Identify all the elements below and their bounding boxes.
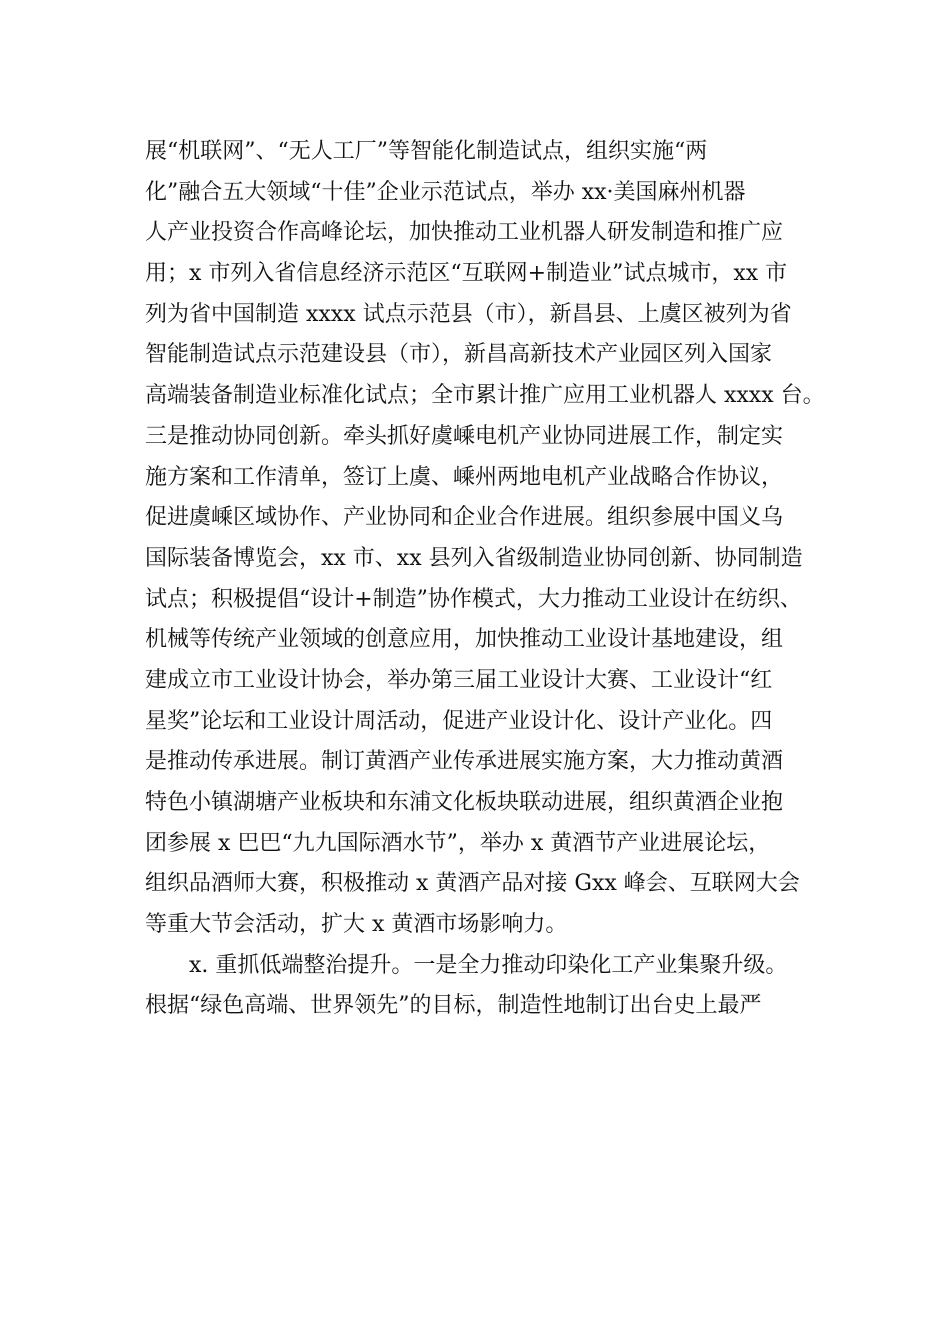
text-line: 高端装备制造业标准化试点；全市累计推广应用工业机器人 xxxx 台。 bbox=[145, 383, 825, 409]
text-line: 是推动传承进展。制订黄酒产业传承进展实施方案，大力推动黄酒 bbox=[145, 749, 784, 775]
text-line: 国际装备博览会，xx 市、xx 县列入省级制造业协同创新、协同制造 bbox=[145, 545, 803, 571]
text-line: 用；x 市列入省信息经济示范区“互联网+制造业”试点城市，xx 市 bbox=[145, 261, 788, 287]
body-text bbox=[145, 132, 835, 1027]
text-line: 根据“绿色高端、世界领先”的目标，制造性地制订出台史上最严 bbox=[145, 993, 762, 1019]
text-line: 组织品酒师大赛，积极推动 x 黄酒产品对接 Gxx 峰会、互联网大会 bbox=[145, 871, 800, 897]
text-line: 施方案和工作清单，签订上虞、嵊州两地电机产业战略合作协议， bbox=[145, 464, 784, 490]
text-line: 团参展 x 巴巴“九九国际酒水节”，举办 x 黄酒节产业进展论坛， bbox=[145, 830, 771, 856]
text-line: 试点；积极提倡“设计+制造”协作模式，大力推动工业设计在纺织、 bbox=[145, 586, 802, 612]
text-line: 机械等传统产业领域的创意应用，加快推动工业设计基地建设，组 bbox=[145, 627, 784, 653]
paragraph-start-line: x. 重抓低端整治提升。一是全力推动印染化工产业集聚升级。 bbox=[189, 952, 788, 978]
text-line: 化”融合五大领域“十佳”企业示范试点，举办 xx·美国麻州机器 bbox=[145, 179, 746, 205]
text-line: 等重大节会活动，扩大 x 黄酒市场影响力。 bbox=[145, 912, 568, 938]
text-line: 三是推动协同创新。牵头抓好虞嵊电机产业协同进展工作，制定实 bbox=[145, 423, 784, 449]
text-line: 特色小镇湖塘产业板块和东浦文化板块联动进展，组织黄酒企业抱 bbox=[145, 790, 784, 815]
text-line: 星奖”论坛和工业设计周活动，促进产业设计化、设计产业化。四 bbox=[145, 708, 773, 734]
text-line: 列为省中国制造 xxxx 试点示范县（市），新昌县、上虞区被列为省 bbox=[145, 301, 792, 327]
text-line: 建成立市工业设计协会，举办第三届工业设计大赛、工业设计“红 bbox=[145, 667, 773, 693]
text-line: 人产业投资合作高峰论坛，加快推动工业机器人研发制造和推广应 bbox=[145, 220, 784, 246]
text-line: 智能制造试点示范建设县（市），新昌高新技术产业园区列入国家 bbox=[145, 342, 773, 368]
text-line: 展“机联网”、“无人工厂”等智能化制造试点，组织实施“两 bbox=[145, 139, 708, 164]
text-line: 促进虞嵊区域协作、产业协同和企业合作进展。组织参展中国义乌 bbox=[145, 505, 784, 531]
